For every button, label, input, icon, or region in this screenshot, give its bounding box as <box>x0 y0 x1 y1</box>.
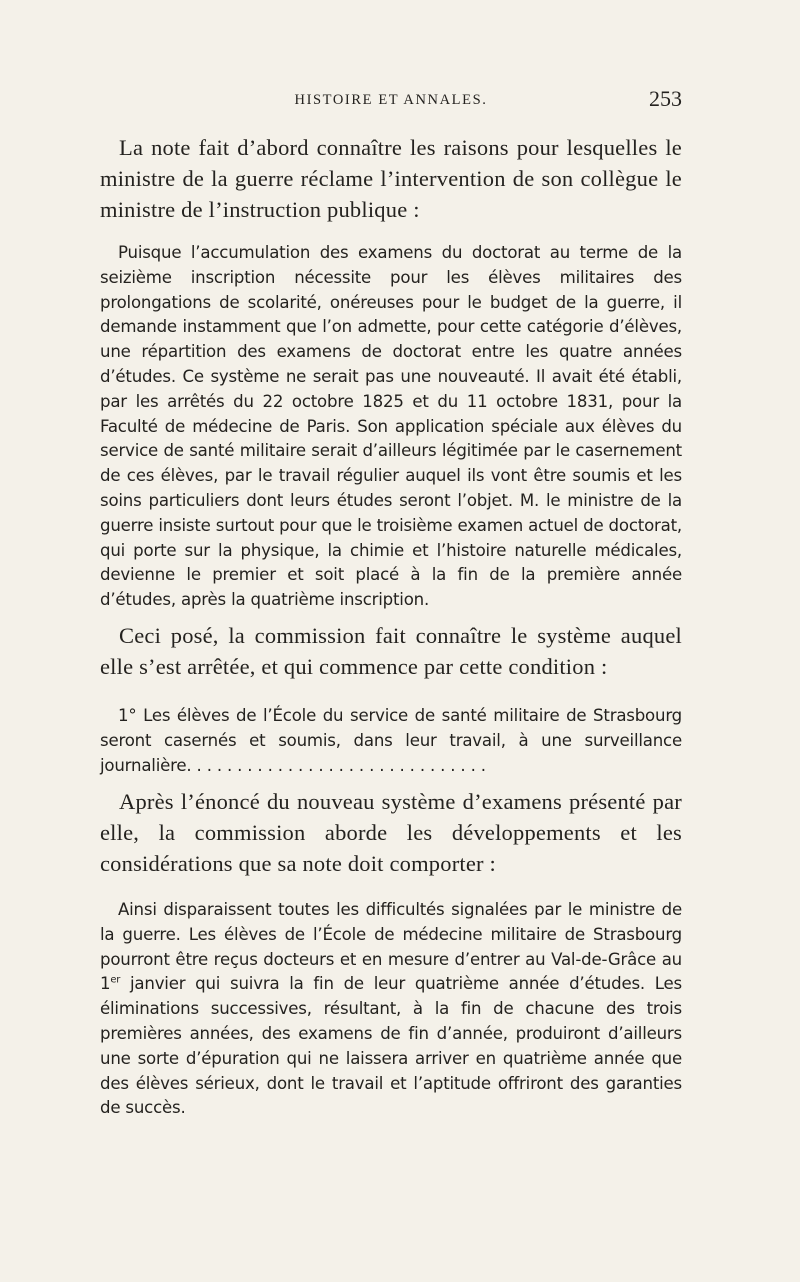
running-head: HISTOIRE ET ANNALES. <box>294 92 488 108</box>
commission-paragraph: Ceci posé, la commission fait connaître le système auquel elle s’est arrêtée, et qui commence par cette condition : <box>100 623 682 679</box>
page-number: 253 <box>649 86 682 111</box>
ordinal-superscript: er <box>110 974 121 986</box>
intro-paragraph: La note fait d’abord connaître les raisons pour lesquelles le ministre de la guerre réclame l’intervention de son collègue le ministre de l’instruction publique : <box>100 135 682 222</box>
numbered-condition-1: 1° Les élèves de l’École du service de santé militaire de Strasbourg seront casernés et soumis, dans leur travail, à une surveillance journalière. . . . . . . . . . . . . . . . . . . . . . . . . . . . . . <box>100 706 682 775</box>
quoted-passage-2-text-b: janvier qui suivra la fin de leur quatrième année d’études. Les éliminations successives, résultant, à la fin de chacune des trois premières années, des examens de fin d’année, produiront d’ailleurs une sorte d’épuration qui ne laissera arriver en quatrième année que des élèves sérieux, dont le travail et l’aptitude offriront des garanties de succès. <box>100 974 682 1118</box>
quoted-passage-1: Puisque l’accumulation des examens du doctorat au terme de la seizième inscription nécessite pour les élèves militaires des prolongations de scolarité, onéreuses pour le budget de la guerre, il demande instamment que l’on admette, pour cette catégorie d’élèves, une répartition des examens de doctorat entre les quatre années d’études. Ce système ne serait pas une nouveauté. Il avait été établi, par les arrêtés du 22 octobre 1825 et du 11 octobre 1831, pour la Faculté de médecine de Paris. Son application spéciale aux élèves du service de santé militaire serait d’ailleurs légitimée par le casernement de ces élèves, par le travail régulier auquel ils vont être soumis et les soins particuliers dont leurs études seront l’objet. M. le ministre de la guerre insiste surtout pour que le troisième examen actuel de doctorat, qui porte sur la physique, la chimie et l’histoire naturelle médicales, devienne le premier et soit placé à la fin de la première année d’études, après la quatrième inscription. <box>100 243 682 610</box>
quoted-passage-2-text-a: Ainsi disparaissent toutes les difficultés signalées par le ministre de la guerre. Les élèves de l’École de médecine militaire de Strasbourg pourront être reçus docteurs et en mesure d’entrer au Val-de-Grâce au 1 <box>100 900 682 994</box>
page-header <box>100 86 682 113</box>
developments-paragraph: Après l’énoncé du nouveau système d’examens présenté par elle, la commission aborde les développements et les considérations que sa note doit comporter : <box>100 789 682 876</box>
quoted-passage-2 <box>100 898 682 1121</box>
